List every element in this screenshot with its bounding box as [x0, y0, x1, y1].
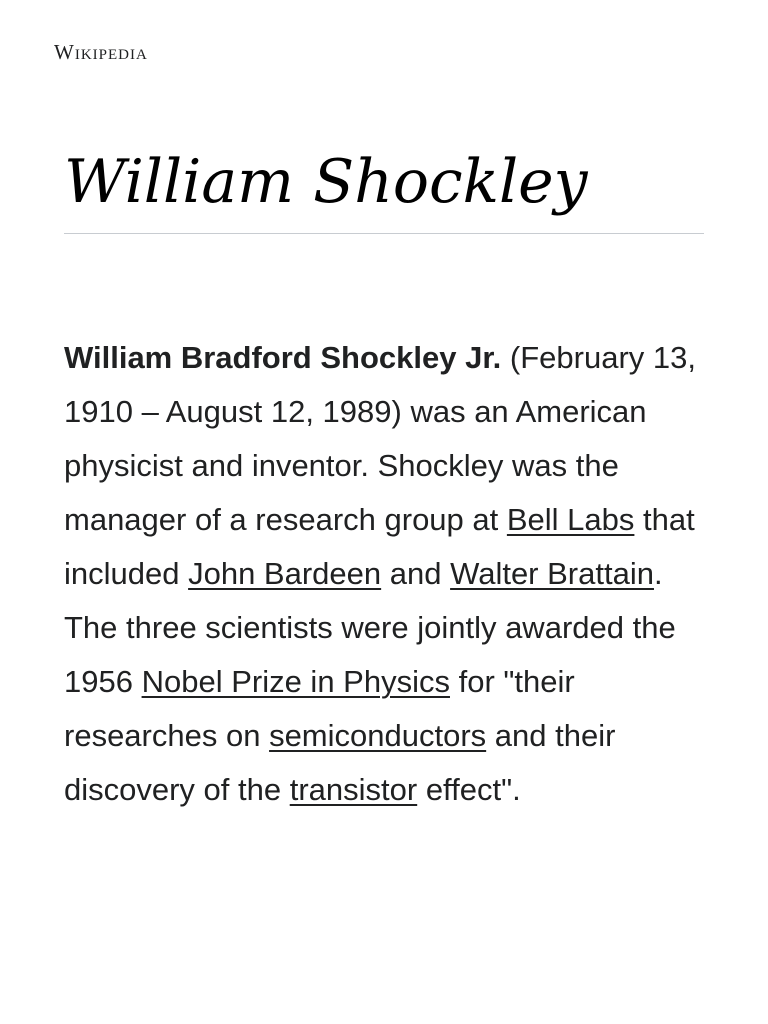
page-title: William Shockley [64, 147, 588, 217]
lead-text: and [381, 556, 451, 591]
lead-text: and their discovery of the [64, 718, 616, 807]
link-transistor[interactable]: transistor [289, 772, 418, 807]
lead-text: (February 13, 1910 – August 12, 1989) was an American physicist and inventor. Shockley was the manager of a research group at [64, 340, 697, 537]
wikipedia-wordmark[interactable]: Wikipedia [54, 40, 148, 64]
link-semiconductors[interactable]: semiconductors [269, 718, 487, 753]
link-bell-labs[interactable]: Bell Labs [506, 502, 635, 537]
title-divider [64, 233, 704, 234]
lead-text: for "their researches on [64, 664, 575, 753]
link-walter-brattain[interactable]: Walter Brattain [450, 556, 654, 591]
lead-paragraph [64, 331, 704, 817]
link-nobel-prize-in-physics[interactable]: Nobel Prize in Physics [141, 664, 450, 699]
lead-text: . The three scientists were jointly awarded the 1956 [64, 556, 676, 699]
link-john-bardeen[interactable]: John Bardeen [188, 556, 382, 591]
lead-text: effect". [417, 772, 521, 807]
lead-text: that included [64, 502, 695, 591]
article-subject: William Bradford Shockley Jr. [64, 340, 502, 375]
